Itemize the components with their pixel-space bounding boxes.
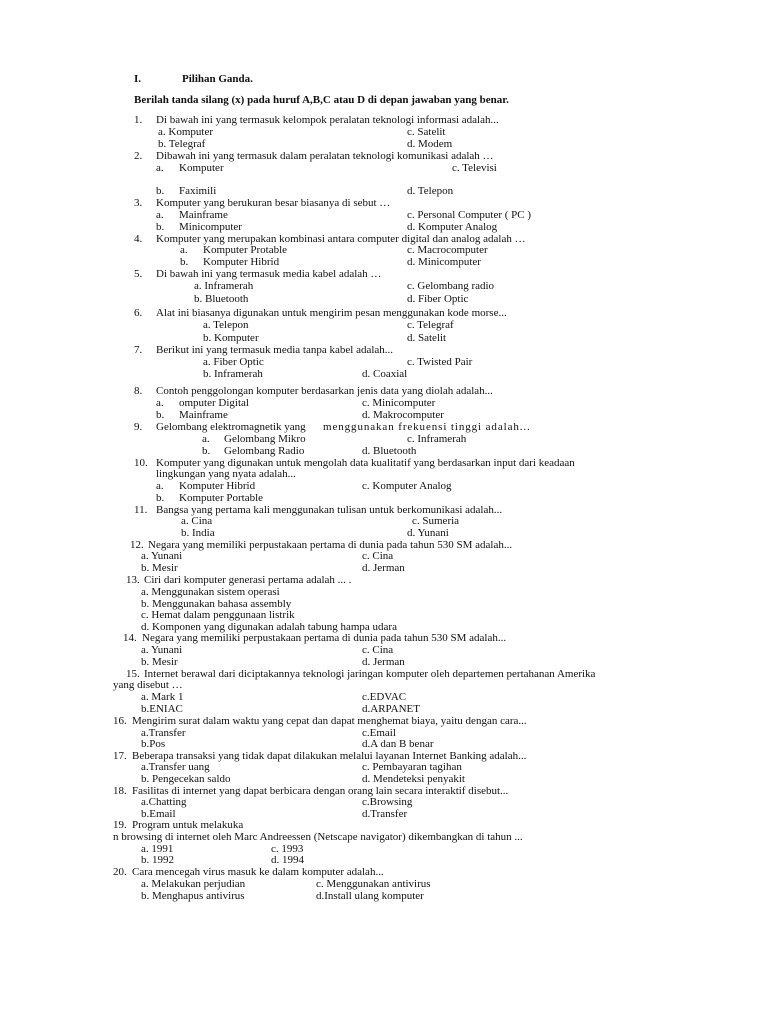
option-b: b. Menghapus antivirus: [141, 890, 245, 902]
option-a: a.Transfer uang: [141, 761, 210, 773]
question-text-continued: n browsing di internet oleh Marc Andreessen (Netscape navigator) dikembangkan di tahun ...: [113, 831, 523, 843]
option-a: Komputer Protable: [203, 244, 288, 256]
question-text: Internet berawal dari diciptakannya teknologi jaringan komputer oleh departemen pertahanan Amerika: [144, 668, 596, 680]
option-b: b. India: [181, 527, 215, 539]
option-a: omputer Digital: [179, 397, 249, 409]
option-b: b.Pos: [141, 738, 166, 750]
question-number: 3.: [134, 197, 143, 209]
option-c: c. Menggunakan antivirus: [316, 878, 431, 890]
option-b: b. Telegraf: [158, 138, 206, 150]
question-text: Dibawah ini yang termasuk dalam peralatan teknologi komunikasi adalah …: [156, 150, 494, 162]
option-b: b. Bluetooth: [194, 293, 249, 305]
question-number: 18.: [113, 785, 127, 797]
question-number: 9.: [134, 421, 143, 433]
option-b: Mainframe: [179, 409, 228, 421]
option-c: c.Email: [362, 727, 396, 739]
question-text: Mengirim surat dalam waktu yang cepat dan dapat menghemat biaya, yaitu dengan cara...: [132, 715, 527, 727]
question-text: Alat ini biasanya digunakan untuk mengirim pesan menggunakan kode morse...: [156, 307, 507, 319]
question-text: Ciri dari komputer generasi pertama adalah ... .: [144, 574, 352, 586]
option-a: a.Chatting: [141, 796, 187, 808]
question-number: 2.: [134, 150, 143, 162]
option-d: d. Telepon: [407, 185, 454, 197]
question-number: 14.: [123, 632, 137, 644]
option-a: a. Yunani: [141, 644, 183, 656]
option-c: c. Cina: [362, 550, 394, 562]
option-c: c. Personal Computer ( PC ): [407, 209, 532, 221]
option-c: c. Pembayaran tagihan: [362, 761, 462, 773]
option-c: c. Macrocomputer: [407, 244, 488, 256]
option-a: a. Yunani: [141, 550, 183, 562]
option-c: c. Inframerah: [407, 433, 467, 445]
option-a: a. Mark 1: [141, 691, 184, 703]
question-number: 19.: [113, 819, 127, 831]
question-number: 16.: [113, 715, 127, 727]
question-text: Contoh penggolongan komputer berdasarkan jenis data yang diolah adalah...: [156, 385, 493, 397]
option-d: d. Fiber Optic: [407, 293, 469, 305]
option-d: d. Komputer Analog: [407, 221, 498, 233]
question-number: 17.: [113, 750, 127, 762]
option-c: c. 1993: [271, 843, 304, 855]
option-a: Komputer Hibrid: [179, 480, 256, 492]
question-number: 20.: [113, 866, 127, 878]
option-d: d.Transfer: [362, 808, 408, 820]
question-text: Di bawah ini yang termasuk media kabel adalah …: [156, 268, 382, 280]
question-text: Komputer yang digunakan untuk mengolah data kualitatif yang berdasarkan input dari keadaan: [156, 457, 575, 469]
option-b: b. Komputer: [203, 332, 259, 344]
question-number: 11.: [134, 504, 148, 516]
question-text-continued: menggunakan frekuensi tinggi adalah...: [323, 421, 531, 433]
option-d: d. Modem: [407, 138, 453, 150]
option-c: c. Sumeria: [412, 515, 460, 527]
option-a: a. 1991: [141, 843, 174, 855]
option-b: Komputer Portable: [179, 492, 264, 504]
option-a-letter: a.: [180, 244, 188, 256]
option-d: d.Install ulang komputer: [316, 890, 424, 902]
option-a: a. Inframerah: [194, 280, 254, 292]
option-c: c. Telegraf: [407, 319, 454, 331]
question-number: 5.: [134, 268, 143, 280]
option-a: a. Telepon: [203, 319, 249, 331]
option-b: Gelombang Radio: [224, 445, 305, 457]
option-d: d. Komponen yang digunakan adalah tabung hampa udara: [141, 621, 397, 633]
option-d: d. 1994: [271, 854, 304, 866]
question-text: Negara yang memiliki perpustakaan pertama di dunia pada tahun 530 SM adalah...: [148, 539, 513, 551]
question-text: Komputer yang merupakan kombinasi antara computer digital dan analog adalah …: [156, 233, 526, 245]
option-b: Minicomputer: [179, 221, 242, 233]
option-b: b. 1992: [141, 854, 174, 866]
option-c: c. Komputer Analog: [362, 480, 452, 492]
option-b-letter: b.: [180, 256, 189, 268]
option-d: d. Bluetooth: [362, 445, 417, 457]
option-a: Mainframe: [179, 209, 228, 221]
question-number: 7.: [134, 344, 143, 356]
option-d: d. Makrocomputer: [362, 409, 444, 421]
option-c: c. Gelombang radio: [407, 280, 495, 292]
option-c: c. Satelit: [407, 126, 446, 138]
option-d: d. Jerman: [362, 656, 405, 668]
question-number: 12.: [130, 539, 144, 551]
option-c: c. Twisted Pair: [407, 356, 473, 368]
option-a: Gelombang Mikro: [224, 433, 306, 445]
option-a: Komputer: [179, 162, 224, 174]
question-text: Beberapa transaksi yang tidak dapat dilakukan melalui layanan Internet Banking adalah...: [132, 750, 527, 762]
question-text: Cara mencegah virus masuk ke dalam komputer adalah...: [132, 866, 384, 878]
option-a: a.Transfer: [141, 727, 186, 739]
option-d: d.ARPANET: [362, 703, 420, 715]
option-c: c.EDVAC: [362, 691, 407, 703]
option-b: Komputer Hibrid: [203, 256, 280, 268]
question-number: 15.: [126, 668, 140, 680]
option-a: a. Melakukan perjudian: [141, 878, 246, 890]
option-b: b. Mesir: [141, 656, 178, 668]
question-text: Di bawah ini yang termasuk kelompok peralatan teknologi informasi adalah...: [156, 114, 499, 126]
option-b-letter: b.: [156, 221, 165, 233]
option-d: d. Mendeteksi penyakit: [362, 773, 465, 785]
question-text: Bangsa yang pertama kali menggunakan tulisan untuk berkomunikasi adalah...: [156, 504, 503, 516]
question-text: Negara yang memiliki perpustakaan pertama di dunia pada tahun 530 SM adalah...: [142, 632, 507, 644]
option-d: d. Satelit: [407, 332, 447, 344]
option-c: c. Minicomputer: [362, 397, 436, 409]
option-a: a. Cina: [181, 515, 213, 527]
question-text: Program untuk melakuka: [132, 819, 244, 831]
option-b-letter: b.: [202, 445, 211, 457]
option-c: c.Browsing: [362, 796, 413, 808]
question-text-continued: lingkungan yang nyata adalah...: [156, 468, 296, 480]
option-c: c. Cina: [362, 644, 394, 656]
question-number: 13.: [126, 574, 140, 586]
option-d: d. Coaxial: [362, 368, 408, 380]
question-text: Komputer yang berukuran besar biasanya di sebut …: [156, 197, 391, 209]
question-text: Berikut ini yang termasuk media tanpa kabel adalah...: [156, 344, 394, 356]
option-b-letter: b.: [156, 492, 165, 504]
option-a-letter: a.: [156, 480, 164, 492]
option-c: c. Hemat dalam penggunaan listrik: [141, 609, 295, 621]
option-a-letter: a.: [202, 433, 210, 445]
option-b: b. Pengecekan saldo: [141, 773, 231, 785]
option-a: a. Komputer: [158, 126, 213, 138]
option-b: Faximili: [179, 185, 217, 197]
option-b: b.Email: [141, 808, 176, 820]
option-b: b.ENIAC: [141, 703, 183, 715]
option-d: d.A dan B benar: [362, 738, 434, 750]
question-number: 8.: [134, 385, 143, 397]
question-number: 10.: [134, 457, 148, 469]
section-number: I.: [134, 73, 142, 85]
question-number: 1.: [134, 114, 143, 126]
option-d: d. Yunani: [407, 527, 449, 539]
option-b-letter: b.: [156, 185, 165, 197]
option-d: d. Minicomputer: [407, 256, 481, 268]
option-b: b. Mesir: [141, 562, 178, 574]
section-title: Pilihan Ganda.: [182, 73, 253, 85]
question-number: 4.: [134, 233, 143, 245]
question-number: 6.: [134, 307, 143, 319]
option-a-letter: a.: [156, 162, 164, 174]
question-text: Fasilitas di internet yang dapat berbicara dengan orang lain secara interaktif disebut...: [132, 785, 509, 797]
option-d: d. Jerman: [362, 562, 405, 574]
question-text: Gelombang elektromagnetik yang: [156, 421, 306, 433]
option-a: a. Menggunakan sistem operasi: [141, 586, 280, 598]
option-b: b. Menggunakan bahasa assembly: [141, 598, 292, 610]
instruction-text: Berilah tanda silang (x) pada huruf A,B,C atau D di depan jawaban yang benar.: [134, 94, 509, 106]
option-a-letter: a.: [156, 397, 164, 409]
option-a-letter: a.: [156, 209, 164, 221]
option-a: a. Fiber Optic: [203, 356, 264, 368]
option-b-letter: b.: [156, 409, 165, 421]
option-c: c. Televisi: [452, 162, 497, 174]
option-b: b. Inframerah: [203, 368, 263, 380]
question-text-continued: yang disebut …: [113, 679, 183, 691]
